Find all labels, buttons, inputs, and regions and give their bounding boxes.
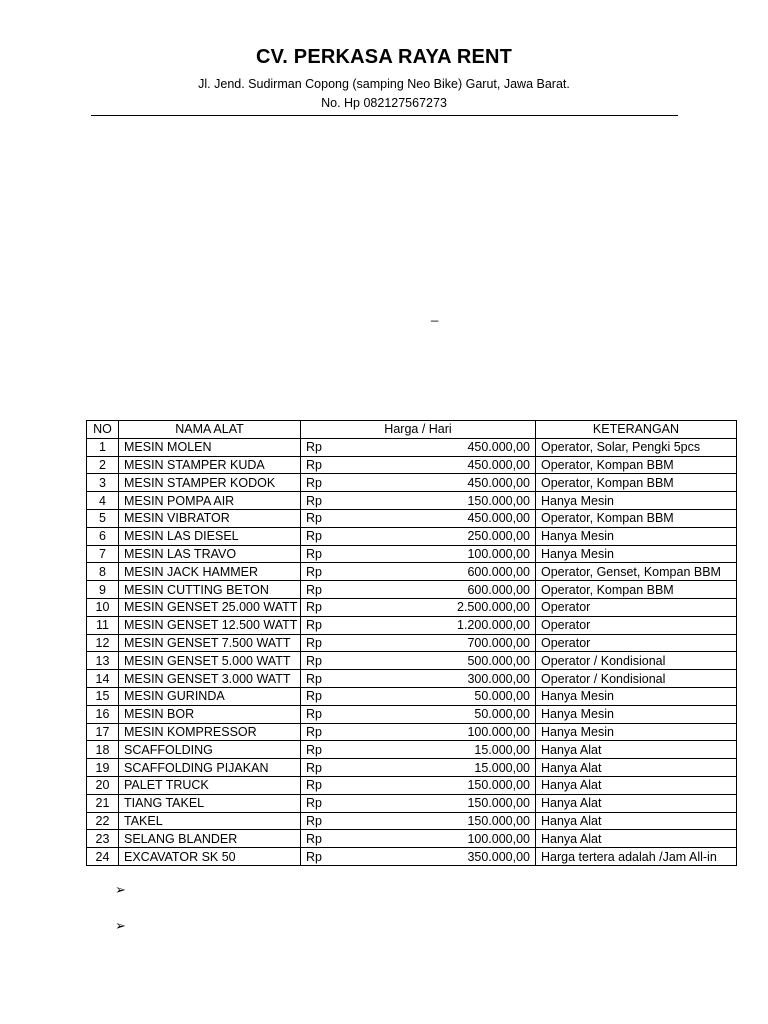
price-cell bbox=[301, 705, 536, 723]
row-number: 6 bbox=[87, 527, 119, 545]
currency-label: Rp bbox=[306, 475, 322, 490]
price-cell bbox=[301, 830, 536, 848]
row-number: 3 bbox=[87, 474, 119, 492]
note-cell: Hanya Alat bbox=[536, 759, 737, 777]
price-amount: 100.000,00 bbox=[467, 724, 530, 739]
table-row bbox=[87, 438, 737, 456]
price-cell bbox=[301, 509, 536, 527]
note-cell: Hanya Mesin bbox=[536, 527, 737, 545]
currency-label: Rp bbox=[306, 546, 322, 561]
note-cell: Hanya Mesin bbox=[536, 705, 737, 723]
price-cell bbox=[301, 598, 536, 616]
table-row bbox=[87, 474, 737, 492]
price-amount: 500.000,00 bbox=[467, 653, 530, 668]
note-cell: Operator, Kompan BBM bbox=[536, 474, 737, 492]
currency-label: Rp bbox=[306, 582, 322, 597]
bullet-arrow-icon: ➢ bbox=[115, 882, 126, 897]
row-number: 2 bbox=[87, 456, 119, 474]
row-number: 17 bbox=[87, 723, 119, 741]
equipment-name: PALET TRUCK bbox=[119, 776, 301, 794]
price-cell bbox=[301, 581, 536, 599]
row-number: 9 bbox=[87, 581, 119, 599]
note-cell: Operator, Kompan BBM bbox=[536, 581, 737, 599]
price-amount: 450.000,00 bbox=[467, 440, 530, 455]
price-amount: 15.000,00 bbox=[474, 760, 530, 775]
col-header-note: KETERANGAN bbox=[536, 421, 737, 439]
equipment-name: MESIN POMPA AIR bbox=[119, 492, 301, 510]
currency-label: Rp bbox=[306, 493, 322, 508]
currency-label: Rp bbox=[306, 742, 322, 757]
note-cell: Hanya Alat bbox=[536, 794, 737, 812]
price-amount: 50.000,00 bbox=[474, 707, 530, 722]
row-number: 24 bbox=[87, 848, 119, 866]
table-row bbox=[87, 492, 737, 510]
row-number: 18 bbox=[87, 741, 119, 759]
equipment-name: MESIN LAS TRAVO bbox=[119, 545, 301, 563]
equipment-name: MESIN JACK HAMMER bbox=[119, 563, 301, 581]
currency-label: Rp bbox=[306, 760, 322, 775]
note-cell: Hanya Mesin bbox=[536, 687, 737, 705]
currency-label: Rp bbox=[306, 618, 322, 633]
equipment-name: MESIN CUTTING BETON bbox=[119, 581, 301, 599]
equipment-name: MESIN GENSET 7.500 WATT bbox=[119, 634, 301, 652]
table-row bbox=[87, 723, 737, 741]
table-row bbox=[87, 687, 737, 705]
table-row bbox=[87, 705, 737, 723]
price-amount: 100.000,00 bbox=[467, 546, 530, 561]
equipment-name: MESIN MOLEN bbox=[119, 438, 301, 456]
price-cell bbox=[301, 474, 536, 492]
price-amount: 150.000,00 bbox=[467, 493, 530, 508]
price-amount: 2.500.000,00 bbox=[457, 600, 530, 615]
currency-label: Rp bbox=[306, 778, 322, 793]
price-table bbox=[86, 420, 737, 866]
table-row bbox=[87, 581, 737, 599]
table-row bbox=[87, 794, 737, 812]
table-row bbox=[87, 848, 737, 866]
row-number: 11 bbox=[87, 616, 119, 634]
price-cell bbox=[301, 812, 536, 830]
table-row bbox=[87, 545, 737, 563]
currency-label: Rp bbox=[306, 724, 322, 739]
price-amount: 150.000,00 bbox=[467, 796, 530, 811]
row-number: 23 bbox=[87, 830, 119, 848]
price-amount: 1.200.000,00 bbox=[457, 618, 530, 633]
table-row bbox=[87, 563, 737, 581]
price-cell bbox=[301, 794, 536, 812]
row-number: 19 bbox=[87, 759, 119, 777]
price-amount: 50.000,00 bbox=[474, 689, 530, 704]
company-address: Jl. Jend. Sudirman Copong (samping Neo Bike) Garut, Jawa Barat. bbox=[198, 77, 570, 91]
currency-label: Rp bbox=[306, 831, 322, 846]
note-cell: Operator bbox=[536, 598, 737, 616]
table-row bbox=[87, 509, 737, 527]
row-number: 13 bbox=[87, 652, 119, 670]
equipment-name: TIANG TAKEL bbox=[119, 794, 301, 812]
table-row bbox=[87, 634, 737, 652]
equipment-name: MESIN GURINDA bbox=[119, 687, 301, 705]
price-cell bbox=[301, 456, 536, 474]
table-row bbox=[87, 776, 737, 794]
price-cell bbox=[301, 723, 536, 741]
price-amount: 450.000,00 bbox=[467, 511, 530, 526]
equipment-name: MESIN BOR bbox=[119, 705, 301, 723]
price-amount: 450.000,00 bbox=[467, 475, 530, 490]
note-cell: Harga tertera adalah /Jam All-in bbox=[536, 848, 737, 866]
col-header-no: NO bbox=[87, 421, 119, 439]
price-amount: 300.000,00 bbox=[467, 671, 530, 686]
equipment-name: SELANG BLANDER bbox=[119, 830, 301, 848]
price-cell bbox=[301, 527, 536, 545]
note-cell: Operator / Kondisional bbox=[536, 670, 737, 688]
row-number: 7 bbox=[87, 545, 119, 563]
equipment-name: MESIN GENSET 25.000 WATT bbox=[119, 598, 301, 616]
price-cell bbox=[301, 670, 536, 688]
dash-mark: _ bbox=[431, 307, 439, 322]
row-number: 10 bbox=[87, 598, 119, 616]
equipment-name: MESIN STAMPER KUDA bbox=[119, 456, 301, 474]
price-amount: 100.000,00 bbox=[467, 831, 530, 846]
currency-label: Rp bbox=[306, 635, 322, 650]
currency-label: Rp bbox=[306, 440, 322, 455]
price-amount: 450.000,00 bbox=[467, 457, 530, 472]
note-cell: Hanya Mesin bbox=[536, 492, 737, 510]
row-number: 8 bbox=[87, 563, 119, 581]
note-cell: Operator / Kondisional bbox=[536, 652, 737, 670]
row-number: 5 bbox=[87, 509, 119, 527]
col-header-name: NAMA ALAT bbox=[119, 421, 301, 439]
equipment-name: MESIN VIBRATOR bbox=[119, 509, 301, 527]
currency-label: Rp bbox=[306, 511, 322, 526]
equipment-name: EXCAVATOR SK 50 bbox=[119, 848, 301, 866]
row-number: 16 bbox=[87, 705, 119, 723]
price-amount: 150.000,00 bbox=[467, 813, 530, 828]
price-cell bbox=[301, 848, 536, 866]
equipment-name: MESIN GENSET 5.000 WATT bbox=[119, 652, 301, 670]
price-cell bbox=[301, 634, 536, 652]
table-row bbox=[87, 741, 737, 759]
note-cell: Hanya Mesin bbox=[536, 545, 737, 563]
currency-label: Rp bbox=[306, 564, 322, 579]
price-amount: 150.000,00 bbox=[467, 778, 530, 793]
note-cell: Hanya Alat bbox=[536, 830, 737, 848]
equipment-name: MESIN GENSET 12.500 WATT bbox=[119, 616, 301, 634]
price-amount: 700.000,00 bbox=[467, 635, 530, 650]
currency-label: Rp bbox=[306, 813, 322, 828]
table-row bbox=[87, 616, 737, 634]
note-cell: Operator, Kompan BBM bbox=[536, 456, 737, 474]
price-cell bbox=[301, 438, 536, 456]
note-cell: Operator, Solar, Pengki 5pcs bbox=[536, 438, 737, 456]
price-cell bbox=[301, 741, 536, 759]
row-number: 14 bbox=[87, 670, 119, 688]
price-amount: 250.000,00 bbox=[467, 529, 530, 544]
note-cell: Operator bbox=[536, 634, 737, 652]
price-cell bbox=[301, 776, 536, 794]
price-cell bbox=[301, 492, 536, 510]
currency-label: Rp bbox=[306, 457, 322, 472]
table-row bbox=[87, 456, 737, 474]
price-amount: 350.000,00 bbox=[467, 849, 530, 864]
note-cell: Hanya Alat bbox=[536, 776, 737, 794]
equipment-name: MESIN GENSET 3.000 WATT bbox=[119, 670, 301, 688]
note-cell: Hanya Alat bbox=[536, 741, 737, 759]
currency-label: Rp bbox=[306, 529, 322, 544]
equipment-name: SCAFFOLDING bbox=[119, 741, 301, 759]
table-row bbox=[87, 812, 737, 830]
table-row bbox=[87, 598, 737, 616]
row-number: 4 bbox=[87, 492, 119, 510]
table-row bbox=[87, 830, 737, 848]
company-phone: No. Hp 082127567273 bbox=[321, 96, 447, 110]
equipment-name: TAKEL bbox=[119, 812, 301, 830]
currency-label: Rp bbox=[306, 653, 322, 668]
bullet-arrow-icon: ➢ bbox=[115, 918, 126, 933]
equipment-name: MESIN STAMPER KODOK bbox=[119, 474, 301, 492]
table-header-row bbox=[87, 421, 737, 439]
row-number: 15 bbox=[87, 687, 119, 705]
price-cell bbox=[301, 545, 536, 563]
currency-label: Rp bbox=[306, 689, 322, 704]
equipment-name: SCAFFOLDING PIJAKAN bbox=[119, 759, 301, 777]
price-cell bbox=[301, 687, 536, 705]
row-number: 20 bbox=[87, 776, 119, 794]
table-row bbox=[87, 670, 737, 688]
price-cell bbox=[301, 563, 536, 581]
price-amount: 600.000,00 bbox=[467, 582, 530, 597]
header-divider bbox=[91, 115, 678, 116]
note-cell: Operator, Kompan BBM bbox=[536, 509, 737, 527]
price-amount: 600.000,00 bbox=[467, 564, 530, 579]
table-row bbox=[87, 527, 737, 545]
note-cell: Operator bbox=[536, 616, 737, 634]
currency-label: Rp bbox=[306, 600, 322, 615]
company-title: CV. PERKASA RAYA RENT bbox=[255, 46, 513, 68]
row-number: 12 bbox=[87, 634, 119, 652]
table-row bbox=[87, 759, 737, 777]
note-cell: Hanya Alat bbox=[536, 812, 737, 830]
note-cell: Operator, Genset, Kompan BBM bbox=[536, 563, 737, 581]
price-cell bbox=[301, 652, 536, 670]
currency-label: Rp bbox=[306, 707, 322, 722]
note-cell: Hanya Mesin bbox=[536, 723, 737, 741]
col-header-price: Harga / Hari bbox=[301, 421, 536, 439]
currency-label: Rp bbox=[306, 849, 322, 864]
price-amount: 15.000,00 bbox=[474, 742, 530, 757]
equipment-name: MESIN LAS DIESEL bbox=[119, 527, 301, 545]
equipment-name: MESIN KOMPRESSOR bbox=[119, 723, 301, 741]
table-row bbox=[87, 652, 737, 670]
currency-label: Rp bbox=[306, 671, 322, 686]
row-number: 21 bbox=[87, 794, 119, 812]
row-number: 22 bbox=[87, 812, 119, 830]
price-cell bbox=[301, 759, 536, 777]
row-number: 1 bbox=[87, 438, 119, 456]
price-cell bbox=[301, 616, 536, 634]
currency-label: Rp bbox=[306, 796, 322, 811]
